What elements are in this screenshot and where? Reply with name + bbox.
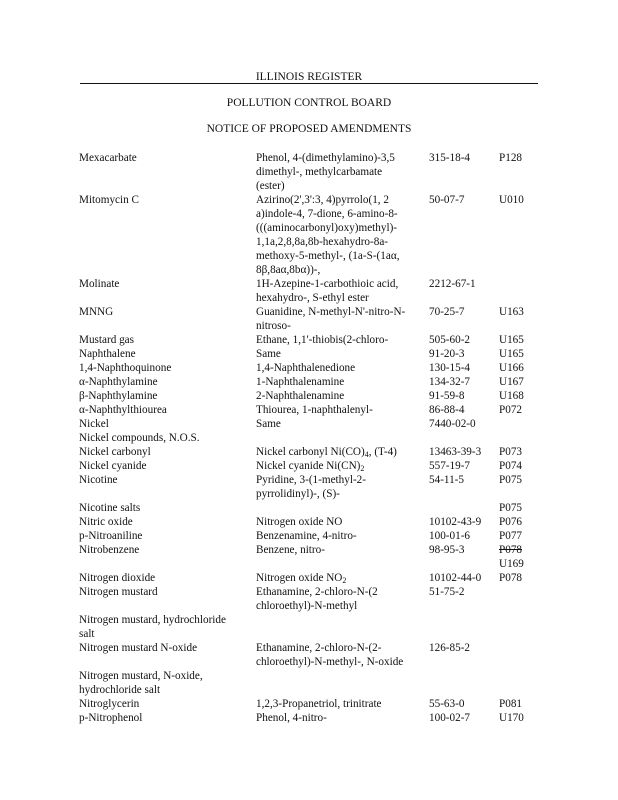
chemical-name (256, 151, 418, 193)
chemical-name (256, 571, 418, 585)
waste-code-item: P074 (499, 460, 523, 472)
table-row (0, 305, 618, 333)
cas-number: 55-63-0 (429, 698, 465, 710)
chemical-name-line: methoxy-5-methyl-, (1a-S-(1aα, (256, 250, 400, 262)
chemical-name-line: Phenol, 4-(dimethylamino)-3,5 (256, 152, 395, 164)
substance-name: α-Naphthylamine (79, 376, 158, 388)
waste-code-item: P078 (499, 572, 523, 584)
substance-name: Mitomycin C (79, 194, 139, 206)
substance-name: Nickel cyanide (79, 460, 147, 472)
chemical-name-line: a)indole-4, 7-dione, 6-amino-8- (256, 208, 398, 220)
substance-name: Nitrogen dioxide (79, 572, 156, 584)
chemical-name (256, 417, 418, 431)
substance-name: MNNG (79, 306, 114, 318)
cas-number: 54-11-5 (429, 474, 465, 486)
table-row (0, 403, 618, 417)
chemical-name (256, 277, 418, 305)
cas-number: 7440-02-0 (429, 418, 476, 430)
waste-code-item: U168 (499, 390, 524, 402)
table-row (0, 641, 618, 669)
waste-code-item: P081 (499, 698, 523, 710)
waste-code-item: U163 (499, 306, 524, 318)
waste-code-item: P072 (499, 404, 523, 416)
substance-name: α-Naphthylthiourea (79, 404, 167, 416)
waste-code-item: P077 (499, 530, 523, 542)
waste-code (499, 473, 549, 487)
cas-number: 51-75-2 (429, 586, 465, 598)
substance-name: Nickel (79, 418, 109, 430)
cas-number: 100-02-7 (429, 712, 471, 724)
waste-code (499, 445, 549, 459)
cas-number: 2212-67-1 (429, 278, 476, 290)
substance-name: Nicotine (79, 474, 118, 486)
substance-name: Mexacarbate (79, 152, 137, 164)
waste-code (499, 403, 549, 417)
waste-code (499, 375, 549, 389)
chemical-name (256, 529, 418, 543)
table-row (0, 571, 618, 585)
chemical-name (256, 333, 418, 347)
chemical-name (256, 459, 418, 473)
waste-code-deleted: P078 (499, 544, 523, 556)
table-row (0, 417, 618, 431)
waste-code-item: P075 (499, 474, 523, 486)
substance-name: β-Naphthylamine (79, 390, 158, 402)
table-row (0, 445, 618, 459)
chemical-name-line: chloroethyl)-N-methyl-, N-oxide (256, 656, 404, 668)
header-rule (80, 83, 538, 84)
chemical-name-line: 1H-Azepine-1-carbothioic acid, (256, 278, 399, 290)
chemical-name-line: dimethyl-, methylcarbamate (256, 166, 383, 178)
cas-number: 505-60-2 (429, 334, 471, 346)
waste-code-item: U010 (499, 194, 524, 206)
table-row (0, 669, 618, 697)
table-row (0, 347, 618, 361)
waste-code (499, 697, 549, 711)
chemical-name (256, 445, 418, 459)
waste-code-item: U167 (499, 376, 524, 388)
table-row (0, 389, 618, 403)
chemical-name-line: Nitrogen oxide $NO_2$ (256, 572, 347, 585)
waste-code (499, 459, 549, 473)
chemical-name-line: 1,2,3-Propanetriol, trinitrate (256, 698, 382, 710)
waste-code-item: P073 (499, 446, 523, 458)
chemical-name-line: Ethanamine, 2-chloro-N-(2- (256, 642, 382, 654)
cas-number: 10102-44-0 (429, 572, 482, 584)
waste-code (499, 571, 549, 585)
waste-code-item: U166 (499, 362, 524, 374)
waste-code (499, 305, 549, 319)
chemical-name (256, 193, 418, 277)
chemical-name (256, 697, 418, 711)
table-row (0, 473, 618, 501)
waste-code (499, 333, 549, 347)
waste-code-item: U169 (499, 558, 524, 570)
table-row (0, 515, 618, 529)
substance-name: p-Nitroaniline (79, 530, 143, 542)
table-row (0, 543, 618, 571)
chemical-name-line: Phenol, 4-nitro- (256, 712, 327, 724)
chemical-name-line: Nickel cyanide $Ni(CN)_2$ (256, 460, 365, 473)
substance-name: Nitrogen mustard N-oxide (79, 642, 198, 654)
register-title: ILLINOIS REGISTER (255, 71, 363, 83)
chemical-name-line: hexahydro-, S-ethyl ester (256, 292, 369, 304)
table-row (0, 585, 618, 613)
cas-number: 130-15-4 (429, 362, 471, 374)
waste-code (499, 361, 549, 375)
chemical-name-line: Nitrogen oxide NO (256, 516, 343, 528)
chemical-name-line: Azirino(2',3':3, 4)pyrrolo(1, 2 (256, 194, 389, 206)
chemical-name-line: 1-Naphthalenamine (256, 376, 345, 388)
chemical-name (256, 347, 418, 361)
chemical-name-line: 2-Naphthalenamine (256, 390, 345, 402)
waste-code (499, 193, 549, 207)
table-row (0, 613, 618, 641)
waste-code (499, 529, 549, 543)
waste-code-item: U165 (499, 348, 524, 360)
substance-name: Nitrogen mustard (79, 586, 158, 598)
waste-code (499, 501, 549, 515)
waste-code-item: U170 (499, 712, 524, 724)
cas-number: 50-07-7 (429, 194, 465, 206)
chemical-name (256, 641, 418, 669)
waste-code-item: P128 (499, 152, 523, 164)
cas-number: 13463-39-3 (429, 446, 482, 458)
substance-name: Naphthalene (79, 348, 136, 360)
chemical-name-line: Benzene, nitro- (256, 544, 325, 556)
substance-name: p-Nitrophenol (79, 712, 143, 724)
table-row (0, 459, 618, 473)
table-row (0, 193, 618, 277)
chemical-name (256, 473, 418, 501)
cas-number: 70-25-7 (429, 306, 465, 318)
chemical-name-line: pyrrolidinyl)-, (S)- (256, 488, 340, 500)
chemical-name (256, 711, 418, 725)
chemical-name-line: 8β,8aα,8bα))-, (256, 264, 321, 276)
table-row (0, 697, 618, 711)
table-row (0, 375, 618, 389)
cas-number: 91-20-3 (429, 348, 465, 360)
table-row (0, 151, 618, 193)
cas-number: 98-95-3 (429, 544, 465, 556)
table-row (0, 529, 618, 543)
chemical-name-line: Ethanamine, 2-chloro-N-(2 (256, 586, 378, 598)
waste-code-item: P076 (499, 516, 523, 528)
chemical-name (256, 305, 418, 333)
substance-name: 1,4-Naphthoquinone (79, 362, 172, 374)
cas-number: 557-19-7 (429, 460, 471, 472)
substance-name: Nitrogen mustard, hydrochloride salt (79, 614, 226, 640)
chemical-name (256, 403, 418, 417)
waste-code-item: U165 (499, 334, 524, 346)
cas-number: 134-32-7 (429, 376, 471, 388)
chemical-name-line: 1,1a,2,8,8a,8b-hexahydro-8a- (256, 236, 389, 248)
substance-name: Mustard gas (79, 334, 134, 346)
waste-code (499, 711, 549, 725)
chemical-name-line: Same (256, 348, 281, 360)
table-row (0, 333, 618, 347)
waste-code-item: P075 (499, 502, 523, 514)
notice-title: NOTICE OF PROPOSED AMENDMENTS (206, 123, 412, 135)
chemical-name-line: Thiourea, 1-naphthalenyl- (256, 404, 373, 416)
board-title: POLLUTION CONTROL BOARD (226, 97, 392, 109)
substance-name: Nickel carbonyl (79, 446, 151, 458)
chemical-name-line: Ethane, 1,1'-thiobis(2-chloro- (256, 334, 389, 346)
chemical-name-line: chloroethyl)-N-methyl (256, 600, 358, 612)
table-row (0, 277, 618, 305)
substance-name: Nickel compounds, N.O.S. (79, 432, 200, 444)
substance-name: Nicotine salts (79, 502, 141, 514)
substance-name: Nitrogen mustard, N-oxide, hydrochloride salt (79, 670, 203, 696)
waste-code (499, 389, 549, 403)
substance-table (0, 151, 618, 725)
substance-name: Nitric oxide (79, 516, 133, 528)
chemical-name-line: Benzenamine, 4-nitro- (256, 530, 357, 542)
waste-code (499, 543, 549, 571)
chemical-name (256, 515, 418, 529)
cas-number: 86-88-4 (429, 404, 465, 416)
cas-number: 10102-43-9 (429, 516, 482, 528)
cas-number: 91-59-8 (429, 390, 465, 402)
substance-name: Molinate (79, 278, 120, 290)
chemical-name-line: 1,4-Naphthalenedione (256, 362, 356, 374)
chemical-name (256, 361, 418, 375)
substance-name: Nitroglycerin (79, 698, 140, 710)
chemical-name-line: Nickel carbonyl $Ni(CO)_4$, (T-4) (256, 446, 397, 459)
chemical-name-line: Guanidine, N-methyl-N'-nitro-N- (256, 306, 406, 318)
cas-number: 315-18-4 (429, 152, 471, 164)
table-row (0, 501, 618, 515)
table-row (0, 431, 618, 445)
chemical-name-line: Same (256, 418, 281, 430)
chemical-name-line: (((aminocarbonyl)oxy)methyl)- (256, 222, 398, 234)
chemical-name-line: nitroso- (256, 320, 291, 332)
substance-name: Nitrobenzene (79, 544, 140, 556)
chemical-name (256, 389, 418, 403)
chemical-name (256, 585, 418, 613)
chemical-name (256, 375, 418, 389)
chemical-name-line: (ester) (256, 180, 285, 192)
chemical-name-line: Pyridine, 3-(1-methyl-2- (256, 474, 366, 486)
cas-number: 100-01-6 (429, 530, 471, 542)
waste-code (499, 347, 549, 361)
waste-code (499, 515, 549, 529)
table-row (0, 711, 618, 725)
cas-number: 126-85-2 (429, 642, 471, 654)
waste-code (499, 151, 549, 165)
chemical-name (256, 543, 418, 557)
table-row (0, 361, 618, 375)
